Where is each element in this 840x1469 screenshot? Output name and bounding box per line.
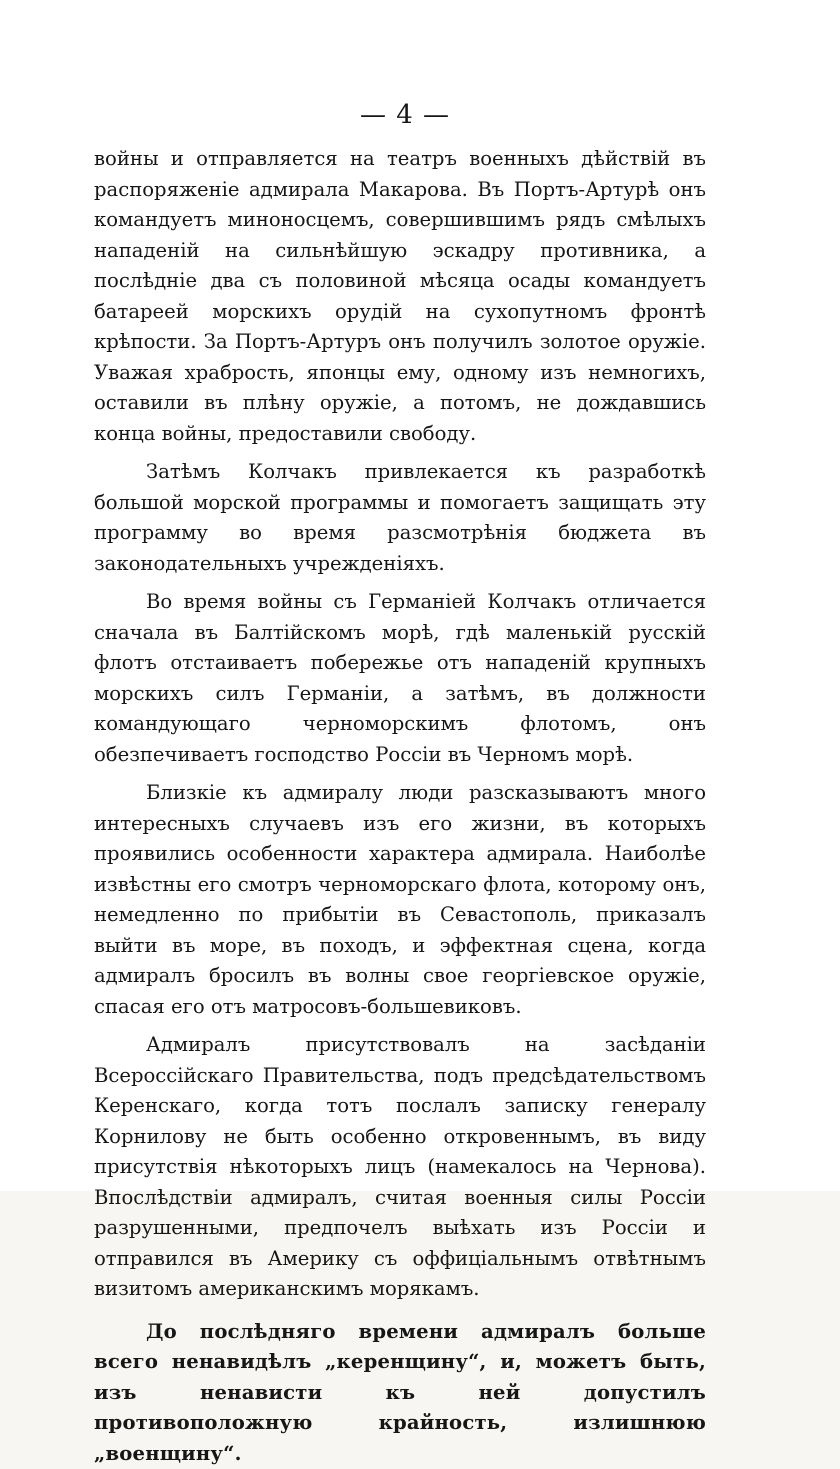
paragraph-3: Во время войны съ Германіей Колчакъ отличается сначала въ Балтійскомъ морѣ, гдѣ маленькій русскій флотъ отстаиваетъ побережье отъ нападеній крупныхъ морскихъ силъ Германіи, а затѣмъ, въ должности командующаго черноморскимъ флотомъ, онъ обезпечиваетъ господство Россіи въ Черномъ морѣ. — [94, 587, 706, 770]
paragraph-6: До послѣдняго времени адмиралъ больше всего ненавидѣлъ „керенщину“, и, можетъ быть, изъ ненависти къ ней допустилъ противоположную крайность, излишнюю „военщину“. — [94, 1317, 706, 1469]
paragraph-1: войны и отправляется на театръ военныхъ дѣйствій въ распоряженіе адмирала Макарова. Въ Портъ-Артурѣ онъ командуетъ миноносцемъ, совершившимъ рядъ смѣлыхъ нападеній на сильнѣйшую эскадру противника, а послѣдніе два съ половиной мѣсяца осады командуетъ батареей морскихъ орудій на сухопутномъ фронтѣ крѣпости. За Портъ-Артуръ онъ получилъ золотое оружіе. Уважая храбрость, японцы ему, одному изъ немногихъ, оставили въ плѣну оружіе, а потомъ, не дождавшись конца войны, предоставили свободу. — [94, 144, 706, 449]
paragraph-4: Близкіе къ адмиралу люди разсказываютъ много интересныхъ случаевъ изъ его жизни, въ которыхъ проявились особенности характера адмирала. Наиболѣе извѣстны его смотръ черноморскаго флота, которому онъ, немедленно по прибытіи въ Севастополь, приказалъ выйти въ море, въ походъ, и эффектная сцена, когда адмиралъ бросилъ въ волны свое георгіевское оружіе, спасая его отъ матросовъ-большевиковъ. — [94, 778, 706, 1022]
paragraph-2: Затѣмъ Колчакъ привлекается къ разработкѣ большой морской программы и помогаетъ защищать эту программу во время разсмотрѣнія бюджета въ законодательныхъ учрежденіяхъ. — [94, 457, 706, 579]
page-number: — 4 — — [0, 100, 810, 130]
body-text — [94, 144, 706, 1469]
paragraph-5: Адмиралъ присутствовалъ на засѣданіи Всероссійскаго Правительства, подъ предсѣдательствомъ Керенскаго, когда тотъ послалъ записку генералу Корнилову не быть особенно откровеннымъ, въ виду присутствія нѣкоторыхъ лицъ (намекалось на Чернова). Впослѣдствіи адмиралъ, считая военныя силы Россіи разрушенными, предпочелъ выѣхать изъ Россіи и отправился въ Америку съ оффиціальнымъ отвѣтнымъ визитомъ американскимъ морякамъ. — [94, 1030, 706, 1305]
